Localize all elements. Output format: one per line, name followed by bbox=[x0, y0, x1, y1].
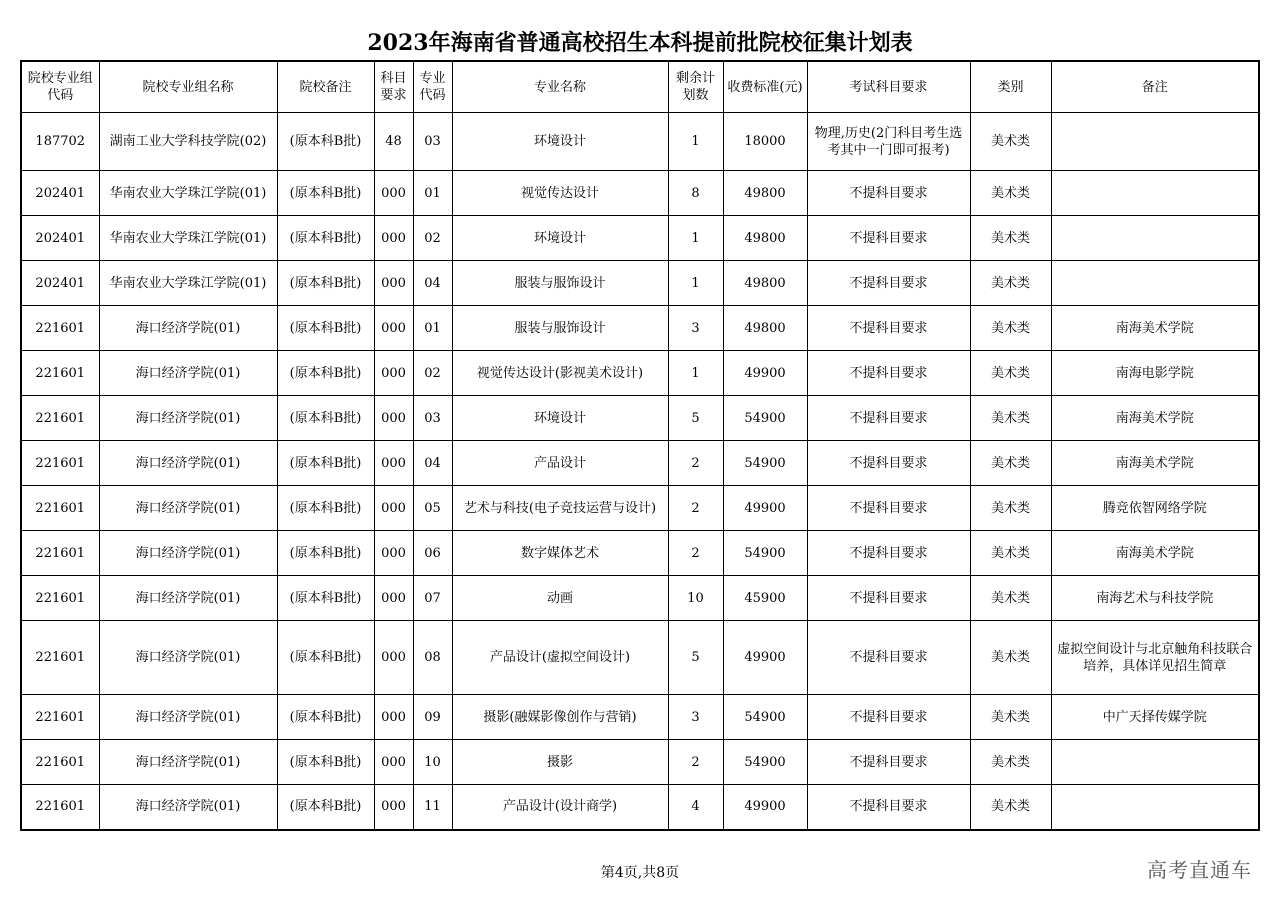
cell-exam-req: 不提科目要求 bbox=[807, 441, 970, 486]
table-row bbox=[21, 261, 1259, 306]
cell-exam-req: 不提科目要求 bbox=[807, 306, 970, 351]
cell-name: 海口经济学院(01) bbox=[99, 306, 277, 351]
cell-note: (原本科B批) bbox=[277, 261, 374, 306]
cell-note: (原本科B批) bbox=[277, 621, 374, 695]
cell-category: 美术类 bbox=[970, 113, 1051, 171]
cell-major-name: 摄影(融媒影像创作与营销) bbox=[452, 695, 668, 740]
cell-major-code: 06 bbox=[413, 531, 452, 576]
table-row bbox=[21, 486, 1259, 531]
cell-major-name: 动画 bbox=[452, 576, 668, 621]
cell-name: 海口经济学院(01) bbox=[99, 531, 277, 576]
cell-fee: 45900 bbox=[723, 576, 807, 621]
cell-exam-req: 不提科目要求 bbox=[807, 216, 970, 261]
cell-exam-req: 不提科目要求 bbox=[807, 740, 970, 785]
cell-note: (原本科B批) bbox=[277, 576, 374, 621]
header-fee: 收费标准(元) bbox=[723, 61, 807, 113]
cell-note: (原本科B批) bbox=[277, 351, 374, 396]
cell-remaining: 1 bbox=[668, 351, 723, 396]
cell-fee: 49900 bbox=[723, 351, 807, 396]
cell-code: 221601 bbox=[21, 306, 99, 351]
cell-major-name: 产品设计(虚拟空间设计) bbox=[452, 621, 668, 695]
cell-major-code: 03 bbox=[413, 113, 452, 171]
cell-note: (原本科B批) bbox=[277, 695, 374, 740]
cell-remark bbox=[1051, 261, 1259, 306]
page-number: 第4页,共8页 bbox=[600, 865, 680, 881]
cell-exam-req: 物理,历史(2门科目考生选考其中一门即可报考) bbox=[807, 113, 970, 171]
watermark-text: 高考直通车 bbox=[1147, 858, 1252, 882]
table-row bbox=[21, 531, 1259, 576]
cell-fee: 49900 bbox=[723, 621, 807, 695]
header-name: 院校专业组名称 bbox=[99, 61, 277, 113]
cell-remaining: 2 bbox=[668, 441, 723, 486]
cell-category: 美术类 bbox=[970, 785, 1051, 830]
cell-major-name: 视觉传达设计 bbox=[452, 171, 668, 216]
cell-note: (原本科B批) bbox=[277, 531, 374, 576]
cell-name: 海口经济学院(01) bbox=[99, 740, 277, 785]
cell-fee: 54900 bbox=[723, 441, 807, 486]
cell-major-code: 01 bbox=[413, 306, 452, 351]
cell-subject-req: 000 bbox=[374, 216, 413, 261]
cell-remark bbox=[1051, 171, 1259, 216]
cell-remaining: 2 bbox=[668, 531, 723, 576]
cell-exam-req: 不提科目要求 bbox=[807, 351, 970, 396]
cell-category: 美术类 bbox=[970, 486, 1051, 531]
cell-note: (原本科B批) bbox=[277, 216, 374, 261]
table-row bbox=[21, 740, 1259, 785]
cell-subject-req: 000 bbox=[374, 740, 413, 785]
header-major-code: 专业代码 bbox=[413, 61, 452, 113]
cell-code: 187702 bbox=[21, 113, 99, 171]
cell-major-code: 10 bbox=[413, 740, 452, 785]
cell-note: (原本科B批) bbox=[277, 441, 374, 486]
cell-remaining: 1 bbox=[668, 216, 723, 261]
cell-name: 海口经济学院(01) bbox=[99, 576, 277, 621]
cell-major-code: 11 bbox=[413, 785, 452, 830]
cell-code: 202401 bbox=[21, 171, 99, 216]
cell-major-code: 08 bbox=[413, 621, 452, 695]
cell-major-code: 09 bbox=[413, 695, 452, 740]
table-row bbox=[21, 621, 1259, 695]
header-remaining: 剩余计划数 bbox=[668, 61, 723, 113]
cell-note: (原本科B批) bbox=[277, 113, 374, 171]
cell-category: 美术类 bbox=[970, 396, 1051, 441]
cell-category: 美术类 bbox=[970, 351, 1051, 396]
cell-remaining: 2 bbox=[668, 486, 723, 531]
header-code: 院校专业组代码 bbox=[21, 61, 99, 113]
cell-code: 202401 bbox=[21, 261, 99, 306]
cell-note: (原本科B批) bbox=[277, 740, 374, 785]
cell-subject-req: 000 bbox=[374, 171, 413, 216]
cell-code: 221601 bbox=[21, 740, 99, 785]
cell-category: 美术类 bbox=[970, 306, 1051, 351]
cell-code: 221601 bbox=[21, 441, 99, 486]
cell-remark: 腾竞依智网络学院 bbox=[1051, 486, 1259, 531]
cell-fee: 54900 bbox=[723, 531, 807, 576]
cell-major-name: 环境设计 bbox=[452, 396, 668, 441]
cell-exam-req: 不提科目要求 bbox=[807, 785, 970, 830]
cell-name: 海口经济学院(01) bbox=[99, 785, 277, 830]
cell-subject-req: 000 bbox=[374, 306, 413, 351]
cell-name: 海口经济学院(01) bbox=[99, 396, 277, 441]
cell-subject-req: 000 bbox=[374, 351, 413, 396]
cell-fee: 54900 bbox=[723, 695, 807, 740]
cell-note: (原本科B批) bbox=[277, 785, 374, 830]
cell-name: 海口经济学院(01) bbox=[99, 695, 277, 740]
cell-exam-req: 不提科目要求 bbox=[807, 576, 970, 621]
cell-subject-req: 000 bbox=[374, 441, 413, 486]
cell-name: 华南农业大学珠江学院(01) bbox=[99, 216, 277, 261]
page-title: 2023年海南省普通高校招生本科提前批院校征集计划表 bbox=[367, 30, 913, 56]
cell-remark: 南海电影学院 bbox=[1051, 351, 1259, 396]
cell-remark: 虚拟空间设计与北京触角科技联合培养，具体详见招生简章 bbox=[1051, 621, 1259, 695]
cell-major-name: 环境设计 bbox=[452, 113, 668, 171]
cell-exam-req: 不提科目要求 bbox=[807, 396, 970, 441]
cell-name: 华南农业大学珠江学院(01) bbox=[99, 171, 277, 216]
header-category: 类别 bbox=[970, 61, 1051, 113]
table-row bbox=[21, 351, 1259, 396]
cell-name: 湖南工业大学科技学院(02) bbox=[99, 113, 277, 171]
cell-subject-req: 000 bbox=[374, 576, 413, 621]
cell-major-name: 产品设计 bbox=[452, 441, 668, 486]
cell-code: 221601 bbox=[21, 531, 99, 576]
cell-fee: 49800 bbox=[723, 261, 807, 306]
cell-code: 221601 bbox=[21, 396, 99, 441]
cell-major-code: 02 bbox=[413, 216, 452, 261]
cell-remaining: 8 bbox=[668, 171, 723, 216]
cell-remaining: 10 bbox=[668, 576, 723, 621]
cell-major-code: 04 bbox=[413, 261, 452, 306]
table-row bbox=[21, 785, 1259, 830]
cell-subject-req: 48 bbox=[374, 113, 413, 171]
cell-fee: 54900 bbox=[723, 396, 807, 441]
table-row bbox=[21, 113, 1259, 171]
cell-remark: 南海艺术与科技学院 bbox=[1051, 576, 1259, 621]
cell-remark bbox=[1051, 785, 1259, 830]
cell-category: 美术类 bbox=[970, 216, 1051, 261]
cell-note: (原本科B批) bbox=[277, 171, 374, 216]
cell-category: 美术类 bbox=[970, 576, 1051, 621]
cell-remaining: 5 bbox=[668, 396, 723, 441]
cell-subject-req: 000 bbox=[374, 621, 413, 695]
cell-subject-req: 000 bbox=[374, 785, 413, 830]
cell-code: 221601 bbox=[21, 576, 99, 621]
header-subject-req: 科目要求 bbox=[374, 61, 413, 113]
cell-name: 海口经济学院(01) bbox=[99, 441, 277, 486]
cell-major-name: 摄影 bbox=[452, 740, 668, 785]
cell-exam-req: 不提科目要求 bbox=[807, 621, 970, 695]
cell-remark: 中广天择传媒学院 bbox=[1051, 695, 1259, 740]
cell-remaining: 2 bbox=[668, 740, 723, 785]
cell-remark: 南海美术学院 bbox=[1051, 531, 1259, 576]
cell-major-code: 04 bbox=[413, 441, 452, 486]
cell-exam-req: 不提科目要求 bbox=[807, 486, 970, 531]
cell-major-code: 07 bbox=[413, 576, 452, 621]
cell-code: 221601 bbox=[21, 621, 99, 695]
cell-exam-req: 不提科目要求 bbox=[807, 261, 970, 306]
table-row bbox=[21, 576, 1259, 621]
cell-fee: 49900 bbox=[723, 486, 807, 531]
cell-remark: 南海美术学院 bbox=[1051, 306, 1259, 351]
cell-name: 海口经济学院(01) bbox=[99, 351, 277, 396]
cell-fee: 49900 bbox=[723, 785, 807, 830]
cell-major-name: 视觉传达设计(影视美术设计) bbox=[452, 351, 668, 396]
cell-code: 202401 bbox=[21, 216, 99, 261]
cell-subject-req: 000 bbox=[374, 261, 413, 306]
cell-name: 海口经济学院(01) bbox=[99, 486, 277, 531]
cell-note: (原本科B批) bbox=[277, 306, 374, 351]
cell-name: 海口经济学院(01) bbox=[99, 621, 277, 695]
table-row bbox=[21, 306, 1259, 351]
cell-major-code: 01 bbox=[413, 171, 452, 216]
cell-note: (原本科B批) bbox=[277, 396, 374, 441]
cell-major-code: 02 bbox=[413, 351, 452, 396]
cell-code: 221601 bbox=[21, 351, 99, 396]
cell-category: 美术类 bbox=[970, 531, 1051, 576]
cell-note: (原本科B批) bbox=[277, 486, 374, 531]
cell-remaining: 5 bbox=[668, 621, 723, 695]
cell-remark bbox=[1051, 113, 1259, 171]
table-row bbox=[21, 171, 1259, 216]
cell-major-name: 环境设计 bbox=[452, 216, 668, 261]
cell-category: 美术类 bbox=[970, 171, 1051, 216]
cell-exam-req: 不提科目要求 bbox=[807, 171, 970, 216]
cell-exam-req: 不提科目要求 bbox=[807, 531, 970, 576]
table-row bbox=[21, 396, 1259, 441]
cell-major-code: 05 bbox=[413, 486, 452, 531]
cell-remaining: 3 bbox=[668, 306, 723, 351]
cell-remaining: 4 bbox=[668, 785, 723, 830]
cell-major-name: 服装与服饰设计 bbox=[452, 261, 668, 306]
header-remark: 备注 bbox=[1051, 61, 1259, 113]
cell-fee: 49800 bbox=[723, 171, 807, 216]
cell-fee: 54900 bbox=[723, 740, 807, 785]
cell-major-code: 03 bbox=[413, 396, 452, 441]
header-exam-req: 考试科目要求 bbox=[807, 61, 970, 113]
cell-major-name: 艺术与科技(电子竞技运营与设计) bbox=[452, 486, 668, 531]
cell-category: 美术类 bbox=[970, 621, 1051, 695]
cell-code: 221601 bbox=[21, 785, 99, 830]
header-major-name: 专业名称 bbox=[452, 61, 668, 113]
cell-subject-req: 000 bbox=[374, 396, 413, 441]
cell-remark: 南海美术学院 bbox=[1051, 396, 1259, 441]
cell-remark: 南海美术学院 bbox=[1051, 441, 1259, 486]
cell-remark bbox=[1051, 216, 1259, 261]
cell-major-name: 产品设计(设计商学) bbox=[452, 785, 668, 830]
cell-major-name: 服装与服饰设计 bbox=[452, 306, 668, 351]
header-note: 院校备注 bbox=[277, 61, 374, 113]
cell-exam-req: 不提科目要求 bbox=[807, 695, 970, 740]
cell-category: 美术类 bbox=[970, 261, 1051, 306]
cell-remark bbox=[1051, 740, 1259, 785]
cell-category: 美术类 bbox=[970, 695, 1051, 740]
header-row bbox=[21, 61, 1259, 113]
plan-table bbox=[20, 60, 1260, 831]
cell-remaining: 1 bbox=[668, 113, 723, 171]
cell-category: 美术类 bbox=[970, 740, 1051, 785]
cell-major-name: 数字媒体艺术 bbox=[452, 531, 668, 576]
cell-fee: 49800 bbox=[723, 306, 807, 351]
table-row bbox=[21, 216, 1259, 261]
cell-category: 美术类 bbox=[970, 441, 1051, 486]
cell-remaining: 1 bbox=[668, 261, 723, 306]
table-row bbox=[21, 695, 1259, 740]
cell-fee: 18000 bbox=[723, 113, 807, 171]
cell-name: 华南农业大学珠江学院(01) bbox=[99, 261, 277, 306]
cell-remaining: 3 bbox=[668, 695, 723, 740]
table-row bbox=[21, 441, 1259, 486]
cell-code: 221601 bbox=[21, 695, 99, 740]
cell-fee: 49800 bbox=[723, 216, 807, 261]
cell-subject-req: 000 bbox=[374, 695, 413, 740]
cell-code: 221601 bbox=[21, 486, 99, 531]
cell-subject-req: 000 bbox=[374, 486, 413, 531]
cell-subject-req: 000 bbox=[374, 531, 413, 576]
